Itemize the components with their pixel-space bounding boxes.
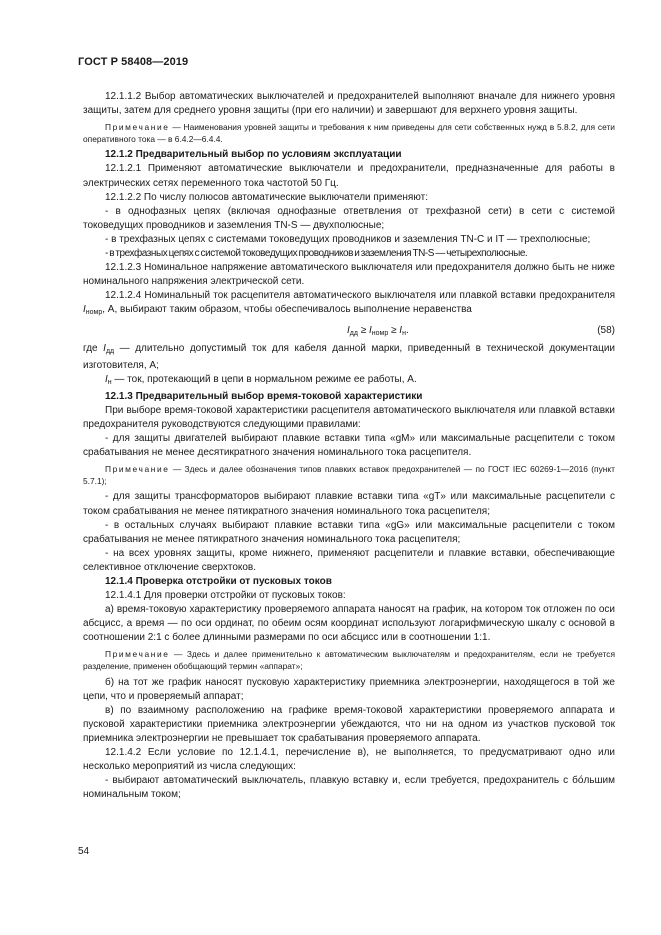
equation-formula: $I_{дд} \ge I_{номр} \ge I_н$.: [347, 324, 409, 337]
page-number: 54: [78, 846, 90, 857]
document-body: [83, 90, 615, 803]
list-item: - для защиты трансформаторов выбирают плавкие вставки типа «gT» или максимальные расцепители с током срабатывания не менее пятикратного значения номинального тока расцепителя;: [83, 491, 615, 517]
note-label: Примечание: [105, 649, 170, 660]
note-text: — Здесь и далее применительно к автоматическим выключателям и предохранителям, если не требуется разделение, применен обобщающий термин «аппарат»;: [83, 649, 615, 672]
list-item: - в остальных случаях выбирают плавкие вставки типа «gG» или максимальные расцепители с током срабатывания не менее пятикратного значения номинального тока расцепителя;: [83, 519, 615, 545]
paragraph: 12.1.2.3 Номинальное напряжение автоматического выключателя или предохранителя должно быть не ниже номинального напряжения электрической сети.: [83, 262, 615, 288]
note-text: — Здесь и далее обозначения типов плавких вставок предохранителей — по ГОСТ IEC 60269-1—2016 (пункт 5.7.1);: [83, 464, 615, 486]
note: [83, 649, 615, 672]
section-heading: 12.1.2 Предварительный выбор по условиям эксплуатации: [105, 149, 402, 161]
section-heading: 12.1.3 Предварительный выбор время-токовой характеристики: [105, 390, 423, 402]
list-item: в) по взаимному расположению на графике время-токовой характеристики проверяемого аппарата и пусковой характеристики приемника электроэнергии убеждаются, что ни на одном из участков пусковой ток приемника электроэнергии не превышает ток срабатывания проверяемого аппарата.: [83, 704, 615, 745]
note: [83, 464, 615, 487]
note-text: — Наименования уровней защиты и требования к ним приведены для сети собственных нужд в 5.8.2, для сети оперативного тока — в 6.4.2—6.4.4.: [83, 122, 615, 144]
paragraph: 12.1.2.4 Номинальный ток расцепителя автоматического выключателя или плавкой вставки предохранителя $I_{номр}$, А, выбирают таким образом, чтобы обеспечивалось выполнение неравенства: [83, 290, 615, 317]
list-item: а) время-токовую характеристику проверяемого аппарата наносят на график, на котором ток отложен по оси абсцисс, а время — по оси ординат, по обеим осям координат используют логарифмическую шкалу с основой в соотношении 2:1 с более длинными размерами по оси абсцисс или в соотношении 1:1.: [83, 604, 615, 644]
list-item: - выбирают автоматический выключатель, плавкую вставку и, если требуется, предохранитель с бо́льшим номинальным током;: [83, 775, 615, 801]
paragraph: 12.1.4.2 Если условие по 12.1.4.1, перечисление в), не выполняется, то предусматривают одно или несколько мероприятий из числа следующих:: [83, 747, 615, 773]
paragraph: 12.1.1.2 Выбор автоматических выключателей и предохранителей выполняют вначале для нижнего уровня защиты, затем для среднего уровня защиты (при его наличии) и завершают для верхнего уровня защиты.: [83, 91, 615, 117]
section-heading: 12.1.4 Проверка отстройки от пусковых токов: [105, 576, 332, 587]
symbol: I: [83, 304, 86, 316]
paragraph: 12.1.4.1 Для проверки отстройки от пусковых токов:: [105, 590, 346, 602]
list-item: - для защиты двигателей выбирают плавкие вставки типа «gM» или максимальные расцепители с током срабатывания не менее десятикратного значения номинального тока расцепителя.: [83, 433, 615, 459]
equation-legend: где $I_{дд}$ — длительно допустимый ток для кабеля данной марки, приведенный в технической документации изготовителя, А;: [83, 342, 616, 371]
equation-legend: $I_н$ — ток, протекающий в цепи в нормальном режиме ее работы, А.: [105, 373, 417, 386]
document-id: ГОСТ Р 58408—2019: [78, 56, 189, 68]
note: [83, 122, 615, 145]
paragraph: При выборе время-токовой характеристики расцепителя автоматического выключателя или плавкой вставки предохранителя руководствуются следующими правилами:: [83, 404, 615, 430]
equation: [83, 322, 615, 339]
list-item: б) на тот же график наносят пусковую характеристику приемника электроэнергии, находящегося в той же цепи, что и проверяемый аппарат;: [83, 676, 615, 702]
paragraph: 12.1.2.1 Применяют автоматические выключатели и предохранители, предназначенные для работы в электрических сетях переменного тока частотой 50 Гц.: [83, 163, 615, 189]
list-item: - в однофазных цепях (включая однофазные ответвления от трехфазной сети) в сети с системой токоведущих проводников и заземления TN-S — двухполюсные;: [83, 205, 615, 231]
equation-number: (58): [597, 324, 615, 336]
note-label: Примечание: [105, 122, 170, 133]
note-label: Примечание: [105, 464, 170, 475]
list-item: - на всех уровнях защиты, кроме нижнего, применяют расцепители и плавкие вставки, обеспечивающие селективное отключение сверхтоков.: [83, 547, 615, 573]
list-item: - в трехфазных цепях с системами токоведущих проводников и заземления TN-C и IT — трехполюсные;: [105, 233, 591, 245]
list-item: - в трехфазных цепях с системой токоведущих проводников и заземления TN-S — четырехполюсные.: [105, 248, 528, 260]
paragraph: 12.1.2.2 По числу полюсов автоматические выключатели применяют:: [105, 191, 428, 203]
